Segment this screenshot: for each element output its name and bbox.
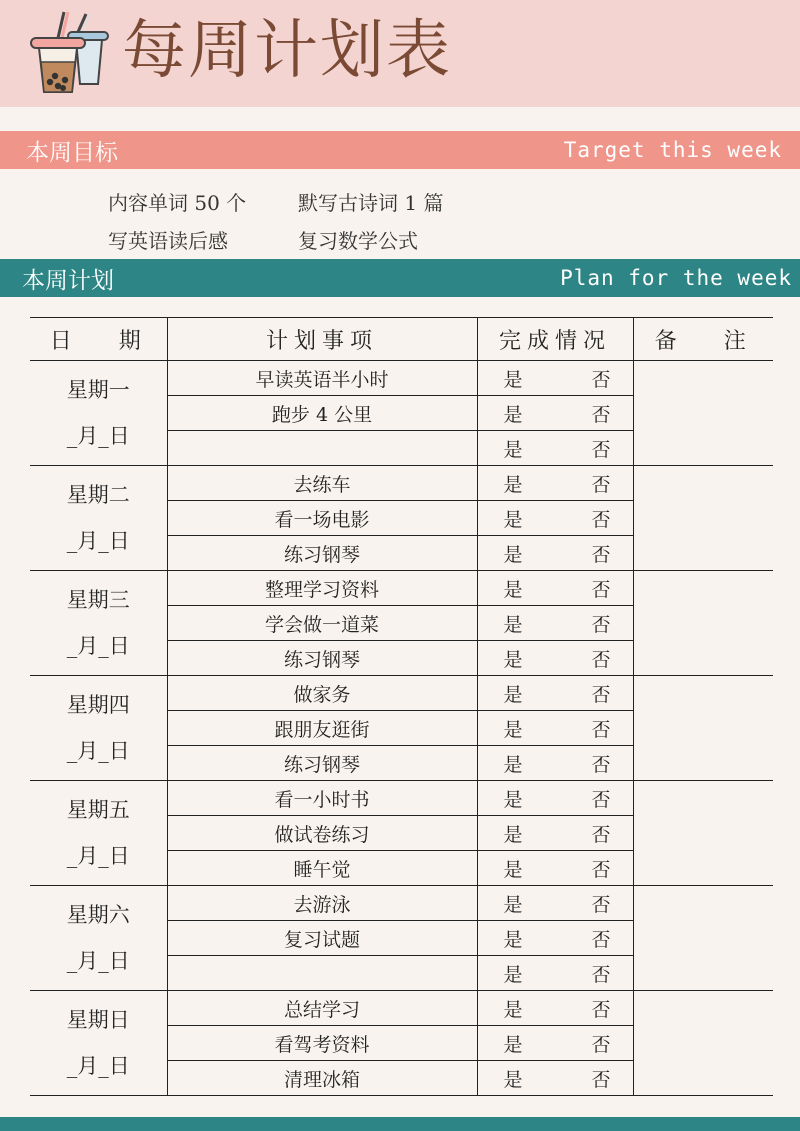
day-label: 星期日	[66, 1008, 130, 1032]
target-section-bar	[0, 131, 800, 169]
plan-label-en: Plan for the week	[560, 266, 792, 290]
date-blank[interactable]: _月_日	[66, 739, 130, 763]
completion-cell	[477, 466, 633, 501]
no-option[interactable]: 否	[591, 683, 611, 706]
date-blank[interactable]: _月_日	[66, 844, 130, 868]
date-blank[interactable]: _月_日	[66, 424, 130, 448]
header-note: 备 注	[633, 318, 773, 361]
day-cell	[30, 886, 167, 991]
no-option[interactable]: 否	[591, 963, 611, 986]
completion-cell	[477, 396, 633, 431]
plan-item[interactable]: 做家务	[167, 676, 477, 711]
yes-option[interactable]: 是	[503, 928, 523, 951]
completion-cell	[477, 816, 633, 851]
completion-cell	[477, 1026, 633, 1061]
table-row	[30, 991, 773, 1026]
plan-item[interactable]: 去游泳	[167, 886, 477, 921]
no-option[interactable]: 否	[591, 648, 611, 671]
note-cell[interactable]	[633, 676, 773, 781]
completion-cell	[477, 606, 633, 641]
completion-cell	[477, 676, 633, 711]
completion-cell	[477, 746, 633, 781]
plan-item[interactable]: 总结学习	[167, 991, 477, 1026]
no-option[interactable]: 否	[591, 928, 611, 951]
header-status: 完成情况	[477, 318, 633, 361]
note-cell[interactable]	[633, 781, 773, 886]
table-row	[30, 676, 773, 711]
yes-option[interactable]: 是	[503, 543, 523, 566]
no-option[interactable]: 否	[591, 823, 611, 846]
header	[0, 0, 800, 107]
plan-item[interactable]: 看一小时书	[167, 781, 477, 816]
day-cell	[30, 781, 167, 886]
goal-item: 内容单词 50 个	[108, 190, 247, 215]
date-blank[interactable]: _月_日	[66, 634, 130, 658]
plan-item[interactable]: 练习钢琴	[167, 536, 477, 571]
completion-cell	[477, 571, 633, 606]
yes-option[interactable]: 是	[503, 1033, 523, 1056]
goals-list	[108, 182, 443, 258]
plan-item[interactable]: 练习钢琴	[167, 641, 477, 676]
plan-item[interactable]: 清理冰箱	[167, 1061, 477, 1096]
yes-option[interactable]: 是	[503, 683, 523, 706]
plan-item[interactable]: 学会做一道菜	[167, 606, 477, 641]
completion-cell	[477, 851, 633, 886]
completion-cell	[477, 711, 633, 746]
plan-section-bar	[0, 259, 800, 297]
plan-item[interactable]	[167, 431, 477, 466]
yes-option[interactable]: 是	[503, 473, 523, 496]
day-cell	[30, 676, 167, 781]
plan-item[interactable]: 跑步 4 公里	[167, 396, 477, 431]
yes-option[interactable]: 是	[503, 823, 523, 846]
no-option[interactable]: 否	[591, 998, 611, 1021]
day-label: 星期六	[66, 903, 130, 927]
target-label-en: Target this week	[563, 138, 782, 162]
plan-item[interactable]: 早读英语半小时	[167, 361, 477, 396]
day-label: 星期二	[66, 483, 130, 507]
note-cell[interactable]	[633, 466, 773, 571]
goal-row	[108, 220, 443, 258]
yes-option[interactable]: 是	[503, 403, 523, 426]
no-option[interactable]: 否	[591, 613, 611, 636]
yes-option[interactable]: 是	[503, 578, 523, 601]
table-row	[30, 466, 773, 501]
table-header-row	[30, 318, 773, 361]
no-option[interactable]: 否	[591, 893, 611, 916]
no-option[interactable]: 否	[591, 858, 611, 881]
day-cell	[30, 361, 167, 466]
no-option[interactable]: 否	[591, 578, 611, 601]
goal-item: 默写古诗词 1 篇	[298, 190, 444, 215]
no-option[interactable]: 否	[591, 1068, 611, 1091]
no-option[interactable]: 否	[591, 1033, 611, 1056]
date-blank[interactable]: _月_日	[66, 529, 130, 553]
plan-item[interactable]: 复习试题	[167, 921, 477, 956]
plan-item[interactable]: 看一场电影	[167, 501, 477, 536]
no-option[interactable]: 否	[591, 753, 611, 776]
plan-item[interactable]: 练习钢琴	[167, 746, 477, 781]
target-label-cn: 本周目标	[26, 139, 118, 166]
table-row	[30, 886, 773, 921]
day-label: 星期一	[66, 378, 130, 402]
completion-cell	[477, 886, 633, 921]
plan-item[interactable]: 睡午觉	[167, 851, 477, 886]
yes-option[interactable]: 是	[503, 718, 523, 741]
yes-option[interactable]: 是	[503, 508, 523, 531]
plan-item[interactable]: 整理学习资料	[167, 571, 477, 606]
no-option[interactable]: 否	[591, 543, 611, 566]
goal-item: 复习数学公式	[298, 228, 418, 253]
header-items: 计划事项	[167, 318, 477, 361]
yes-option[interactable]: 是	[503, 368, 523, 391]
completion-cell	[477, 991, 633, 1026]
yes-option[interactable]: 是	[503, 963, 523, 986]
completion-cell	[477, 361, 633, 396]
note-cell[interactable]	[633, 991, 773, 1096]
completion-cell	[477, 536, 633, 571]
no-option[interactable]: 否	[591, 508, 611, 531]
plan-item[interactable]	[167, 956, 477, 991]
completion-cell	[477, 781, 633, 816]
note-cell[interactable]	[633, 571, 773, 676]
table-row	[30, 361, 773, 396]
date-blank[interactable]: _月_日	[66, 949, 130, 973]
plan-item[interactable]: 看驾考资料	[167, 1026, 477, 1061]
goal-item: 写英语读后感	[108, 228, 228, 253]
header-date: 日 期	[30, 318, 167, 361]
no-option[interactable]: 否	[591, 473, 611, 496]
page-title: 每周计划表	[122, 14, 452, 88]
day-label: 星期四	[66, 693, 130, 717]
plan-item[interactable]: 跟朋友逛街	[167, 711, 477, 746]
yes-option[interactable]: 是	[503, 613, 523, 636]
no-option[interactable]: 否	[591, 438, 611, 461]
day-cell	[30, 571, 167, 676]
plan-item[interactable]: 去练车	[167, 466, 477, 501]
bottom-bar	[0, 1117, 800, 1131]
no-option[interactable]: 否	[591, 403, 611, 426]
completion-cell	[477, 956, 633, 991]
yes-option[interactable]: 是	[503, 648, 523, 671]
plan-label-cn: 本周计划	[22, 267, 114, 294]
yes-option[interactable]: 是	[503, 788, 523, 811]
weekly-plan-table	[30, 317, 773, 1096]
goal-row	[108, 182, 443, 220]
completion-cell	[477, 501, 633, 536]
completion-cell	[477, 921, 633, 956]
table-row	[30, 781, 773, 816]
yes-option[interactable]: 是	[503, 998, 523, 1021]
bubble-tea-icon	[28, 10, 112, 96]
no-option[interactable]: 否	[591, 788, 611, 811]
yes-option[interactable]: 是	[503, 858, 523, 881]
completion-cell	[477, 641, 633, 676]
table-row	[30, 571, 773, 606]
day-label: 星期三	[66, 588, 130, 612]
note-cell[interactable]	[633, 361, 773, 466]
date-blank[interactable]: _月_日	[66, 1054, 130, 1078]
yes-option[interactable]: 是	[503, 1068, 523, 1091]
day-cell	[30, 466, 167, 571]
plan-item[interactable]: 做试卷练习	[167, 816, 477, 851]
day-cell	[30, 991, 167, 1096]
note-cell[interactable]	[633, 886, 773, 991]
yes-option[interactable]: 是	[503, 893, 523, 916]
yes-option[interactable]: 是	[503, 438, 523, 461]
day-label: 星期五	[66, 798, 130, 822]
no-option[interactable]: 否	[591, 718, 611, 741]
yes-option[interactable]: 是	[503, 753, 523, 776]
no-option[interactable]: 否	[591, 368, 611, 391]
completion-cell	[477, 1061, 633, 1096]
completion-cell	[477, 431, 633, 466]
